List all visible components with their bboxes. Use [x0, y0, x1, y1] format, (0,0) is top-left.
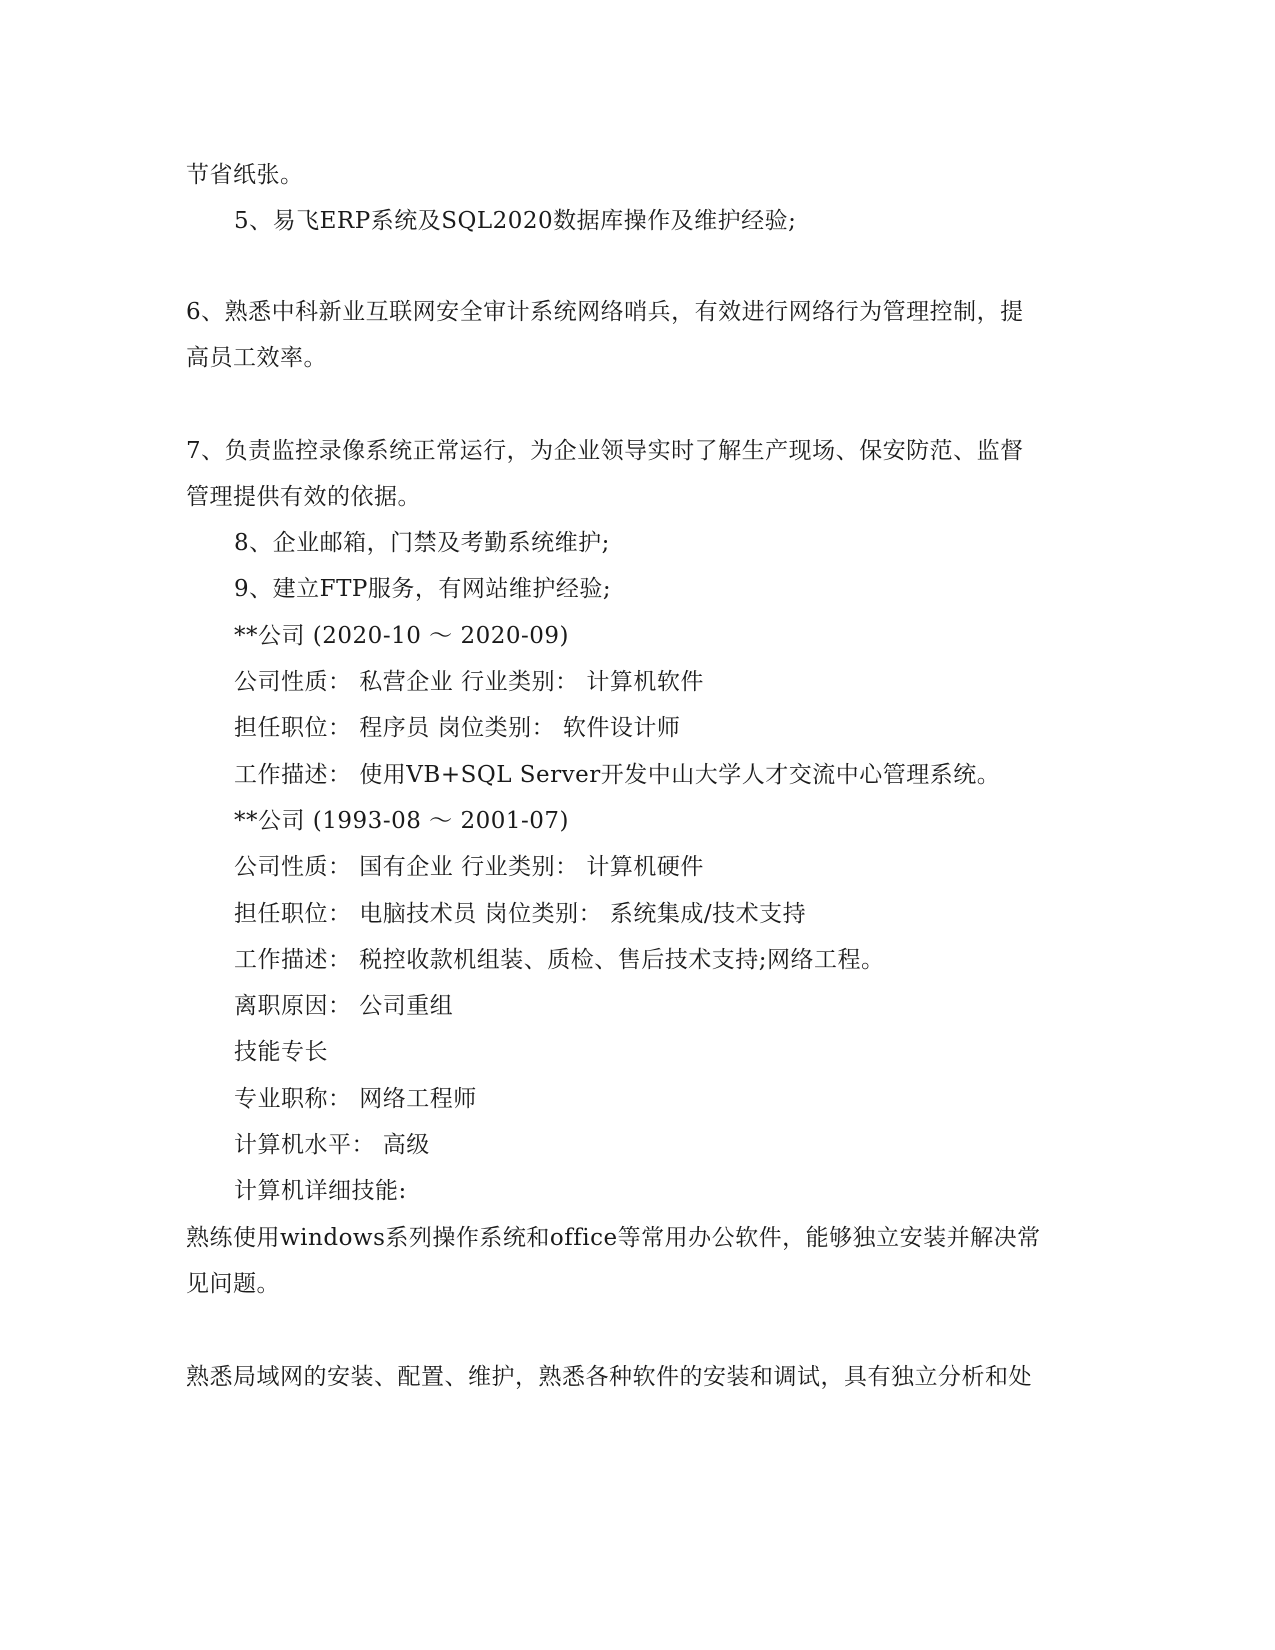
text-line: 计算机详细技能: — [234, 1178, 407, 1204]
text-line: 高员工效率。 — [186, 345, 327, 371]
text-line: 9、建立FTP服务，有网站维护经验; — [234, 576, 612, 602]
text-line: 专业职称： 网络工程师 — [234, 1086, 477, 1112]
text-line: 7、负责监控录像系统正常运行，为企业领导实时了解生产现场、保安防范、监督 — [186, 438, 1024, 464]
text-line: 熟练使用windows系列操作系统和office等常用办公软件，能够独立安装并解决常 — [186, 1225, 1041, 1251]
text-line: 公司性质： 私营企业 行业类别： 计算机软件 — [234, 669, 704, 695]
text-line: 计算机水平： 高级 — [234, 1132, 430, 1158]
text-line: 公司性质： 国有企业 行业类别： 计算机硬件 — [234, 854, 704, 880]
text-line: 熟悉局域网的安装、配置、维护，熟悉各种软件的安装和调试，具有独立分析和处 — [186, 1364, 1032, 1390]
text-line: 离职原因： 公司重组 — [234, 993, 454, 1019]
text-line: 担任职位： 程序员 岗位类别： 软件设计师 — [234, 715, 681, 741]
text-line: 5、易飞ERP系统及SQL2020数据库操作及维护经验; — [234, 208, 797, 234]
text-line: 6、熟悉中科新业互联网安全审计系统网络哨兵，有效进行网络行为管理控制，提 — [186, 299, 1024, 325]
text-line: 工作描述： 使用VB+SQL Server开发中山大学人才交流中心管理系统。 — [234, 762, 1001, 788]
text-line: 担任职位： 电脑技术员 岗位类别： 系统集成/技术支持 — [234, 901, 807, 927]
text-line: 技能专长 — [234, 1039, 328, 1065]
text-line: **公司 (1993-08 ～ 2001-07) — [234, 808, 570, 834]
text-line: 管理提供有效的依据。 — [186, 484, 421, 510]
text-line: 见问题。 — [186, 1271, 280, 1297]
text-line: 工作描述： 税控收款机组装、质检、售后技术支持;网络工程。 — [234, 947, 885, 973]
text-line: 节省纸张。 — [186, 162, 304, 188]
text-line: **公司 (2020-10 ～ 2020-09) — [234, 623, 570, 649]
text-line: 8、企业邮箱，门禁及考勤系统维护; — [234, 530, 610, 556]
